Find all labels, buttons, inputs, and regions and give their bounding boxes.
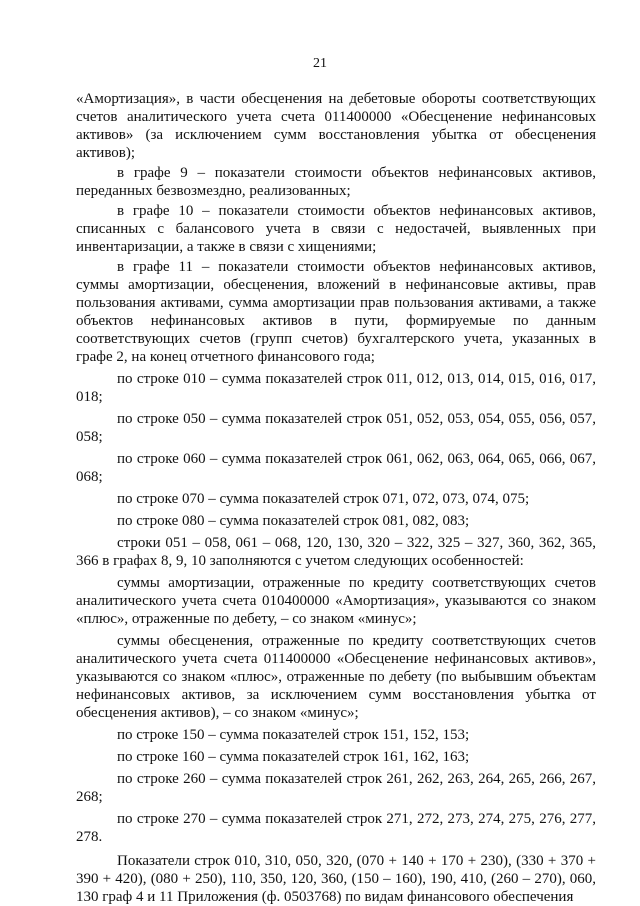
- paragraph-row-080: по строке 080 – сумма показателей строк 081, 082, 083;: [117, 513, 470, 529]
- paragraph-row-160: по строке 160 – сумма показателей строк 161, 162, 163;: [117, 749, 470, 765]
- paragraph-row-070: по строке 070 – сумма показателей строк 071, 072, 073, 074, 075;: [117, 491, 530, 507]
- paragraph-continuation: «Амортизация», в части обесценения на дебетовые обороты соответствующих счетов аналитического учета счета 011400000 «Обесценение нефинансовых активов» (за исключением сумм восстановления убытка от обесценения активов);: [76, 91, 596, 161]
- paragraph-row-270: по строке 270 – сумма показателей строк 271, 272, 273, 274, 275, 276, 277, 278.: [76, 811, 596, 845]
- paragraph-row-150: по строке 150 – сумма показателей строк 151, 152, 153;: [117, 727, 470, 743]
- paragraph-column-11: в графе 11 – показатели стоимости объектов нефинансовых активов, суммы амортизации, обесценения, вложений в нефинансовые активы, прав пользования активами, сумма амортизации прав пользования активами, а также объектов нефинансовых активов в пути, формируемые по данным соответствующих счетов (групп счетов) бухгалтерского учета, указанных в графе 2, на конец отчетного финансового года;: [76, 259, 596, 365]
- paragraph-column-9: в графе 9 – показатели стоимости объектов нефинансовых активов, переданных безвозмездно, реализованных;: [76, 165, 596, 199]
- paragraph-rows-special: строки 051 – 058, 061 – 068, 120, 130, 320 – 322, 325 – 327, 360, 362, 365, 366 в графах 8, 9, 10 заполняются с учетом следующих особенностей:: [76, 535, 596, 569]
- paragraph-impairment: суммы обесценения, отраженные по кредиту соответствующих счетов аналитического учета счета 011400000 «Обесценение нефинансовых активов», указываются со знаком «плюс», отраженные по дебету (по выбывшим объектам нефинансовых активов, за исключением сумм восстановления убытка от обесценения активов), – со знаком «минус»;: [76, 633, 596, 721]
- paragraph-column-10: в графе 10 – показатели стоимости объектов нефинансовых активов, списанных с балансового учета в связи с недостачей, выявленных при инвентаризации, а также в связи с хищениями;: [76, 203, 596, 255]
- paragraph-row-010: по строке 010 – сумма показателей строк 011, 012, 013, 014, 015, 016, 017, 018;: [76, 371, 596, 405]
- document-body: [76, 90, 596, 906]
- page-number: 21: [313, 56, 327, 71]
- paragraph-row-050: по строке 050 – сумма показателей строк 051, 052, 053, 054, 055, 056, 057, 058;: [76, 411, 596, 445]
- paragraph-indicators: Показатели строк 010, 310, 050, 320, (070 + 140 + 170 + 230), (330 + 370 + 390 + 420), (080 + 250), 110, 350, 120, 360, (150 – 160), 190, 410, (260 – 270), 060, 130 граф 4 и 11 Приложения (ф. 0503768) по видам финансового обеспечения: [76, 853, 596, 905]
- paragraph-amortization: суммы амортизации, отраженные по кредиту соответствующих счетов аналитического учета счета 010400000 «Амортизация», указываются со знаком «плюс», отраженные по дебету, – со знаком «минус»;: [76, 575, 596, 627]
- paragraph-row-060: по строке 060 – сумма показателей строк 061, 062, 063, 064, 065, 066, 067, 068;: [76, 451, 596, 485]
- paragraph-row-260: по строке 260 – сумма показателей строк 261, 262, 263, 264, 265, 266, 267, 268;: [76, 771, 596, 805]
